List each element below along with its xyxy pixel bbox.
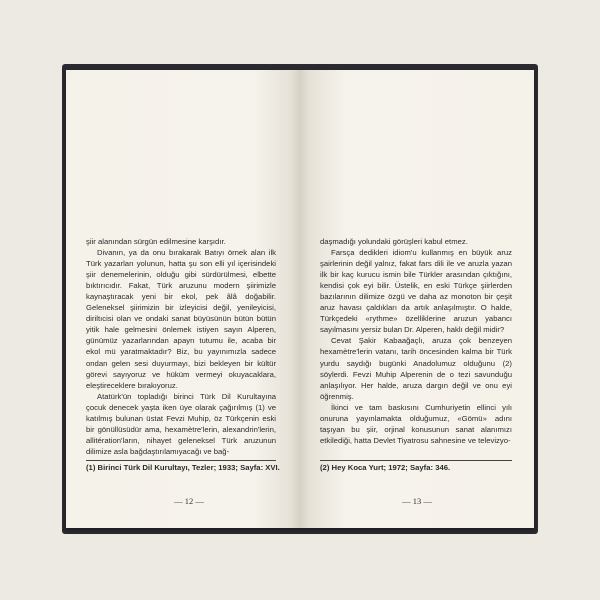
paragraph: Atatürk'ün topladığı birinci Türk Dil Kurultayına çocuk denecek yaşta iken üye olarak çağırılmış (1) ve katılmış bulunan üstat Fevzi Muhip, öz Türkçenin eski bir gönüllüsüdür ama, hexamètre'lerin, alexandrin'lerin, allitération'ların, nihayet geleneksel Türk aruzunun dilimize asla bağdaştırılamıyacağı ve bağ- xyxy=(86,391,276,456)
right-page-body xyxy=(320,236,512,446)
left-page xyxy=(66,70,300,528)
footnote-rule xyxy=(320,460,512,461)
paragraph: İkinci ve tam baskısını Cumhuriyetin ellinci yılı onuruna yayınlamakta olduğumuz, «Gömü» adını taşıyan bu şiir, orjinal konusunun sanat alanımızı etkilediği, hatta Devlet Tiyatrosu sahnesine ve televizyo- xyxy=(320,402,512,445)
paragraph: Farsça dedikleri idiom'u kullanmış en büyük aruz şairlerinin değil yalnız, fakat fars dili ile ve aruzla yazan ilk bir kaç kurucu ismin bile Türkler arasından çıktığını, kendisi çok eyi bilir. Üstelik, en eski Türkçe şiirlerden bazılarının dilimize özgü ve daha az monoton bir çeşit aruz havası çaldıkları da artık anlaşılmıştır. O halde, Türkçedeki «rythme» özelliklerine aruzun yabancı sayılmasını yersiz bulan Dr. Alperen, haklı değil midir? xyxy=(320,248,512,335)
footnote: (2) Hey Koca Yurt; 1972; Sayfa: 346. xyxy=(320,463,451,472)
open-book-spread xyxy=(66,70,534,528)
paragraph: daşmadığı yolundaki görüşleri kabul etmez. xyxy=(320,237,468,246)
paragraph: Divanın, ya da onu bırakarak Batıyı örnek alan ilk Türk yazarları yolunun, hatta şu son elli yıl içerisindeki şiir denemelerinin, olduğu gibi sürdürülmesi, elbette bıktırıcıdır. Fakat, Türk aruzunu modern şiirimizle kaynaştıracak yeni bir ekol, pek âlâ doğabilir. Geleneksel şiirimizin bir izleyicisi değil, yenileyicisi, diriltıcisi olan ve ondaki sanat büyüsünün bütün bütün yitik hale gelmesini önlemek istiyen sayın Alperen, günümüz yazarlarından apayrı tutumu ile, acaba bir ekol mü yaratmaktadır? Biz, bu yayınımızla sadece ondan gelen sesi duyurmayı, bizi bekleyen bir kültür görevi sayıyoruz ve hüküm vermeyi okuyacaklara, eleştireceklere bırakıyoruz. xyxy=(86,248,276,390)
paragraph: Cevat Şakir Kabaağaçlı, aruza çok benzeyen hexamètre'lerin vatanı, tarih öncesinden kalma bir Türk yurdu saydığı bugünki Anadolumuz olduğunu (2) söylerdi. Fevzi Muhip Alperenin de o tezi savunduğu anlaşılıyor. Her halde, aruza dargın değil ve onu eyi öğrenmiş. xyxy=(320,336,512,401)
paragraph: şiir alanından sürgün edilmesine karşıdır. xyxy=(86,237,226,246)
footnote: (1) Birinci Türk Dil Kurultayı, Tezler; 1933; Sayfa: XVI. xyxy=(86,463,280,472)
page-number: — 12 — xyxy=(174,496,204,506)
right-page xyxy=(300,70,534,528)
left-page-body xyxy=(86,236,276,457)
footnote-rule xyxy=(86,460,276,461)
page-number: — 13 — xyxy=(402,496,432,506)
